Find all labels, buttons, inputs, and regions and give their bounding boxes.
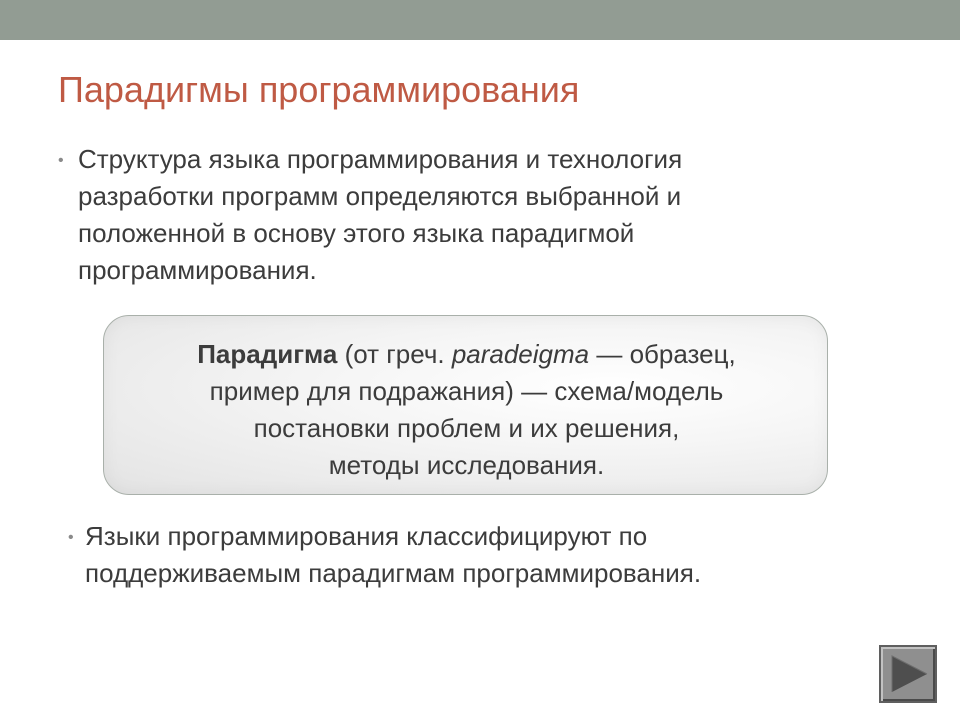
- bullet-paragraph: [78, 141, 858, 289]
- definition-callout: [103, 315, 828, 495]
- bullet-line: Языки программирования классифицируют по: [85, 521, 648, 551]
- bullet-marker-icon: •: [58, 152, 64, 169]
- top-decorative-bar: [0, 0, 960, 40]
- definition-line: методы исследования.: [328, 450, 605, 480]
- definition-origin-word: paradeigma: [451, 339, 590, 369]
- definition-text: [104, 336, 829, 484]
- definition-line: постановки проблем и их решения,: [253, 413, 680, 443]
- slide-title: Парадигмы программирования: [58, 69, 580, 110]
- bullet-paragraph: [85, 518, 885, 592]
- play-triangle-icon: [881, 647, 935, 701]
- bullet-line: разработки программ определяются выбранной и: [78, 181, 682, 211]
- bullet-marker-icon: •: [68, 529, 74, 546]
- bullet-line: программирования.: [78, 255, 317, 285]
- definition-line: пример для подражания) — схема/модель: [209, 376, 724, 406]
- definition-line-1-end: — образец,: [589, 339, 736, 369]
- bullet-line: положенной в основу этого языка парадигмой: [78, 218, 635, 248]
- definition-origin-prefix: (от греч.: [337, 339, 452, 369]
- next-slide-button[interactable]: [879, 645, 937, 703]
- bullet-line: Структура языка программирования и технология: [78, 144, 683, 174]
- bullet-line: поддерживаемым парадигмам программирования.: [85, 558, 702, 588]
- definition-line-1: [104, 336, 829, 373]
- definition-term: Парадигма: [197, 339, 338, 369]
